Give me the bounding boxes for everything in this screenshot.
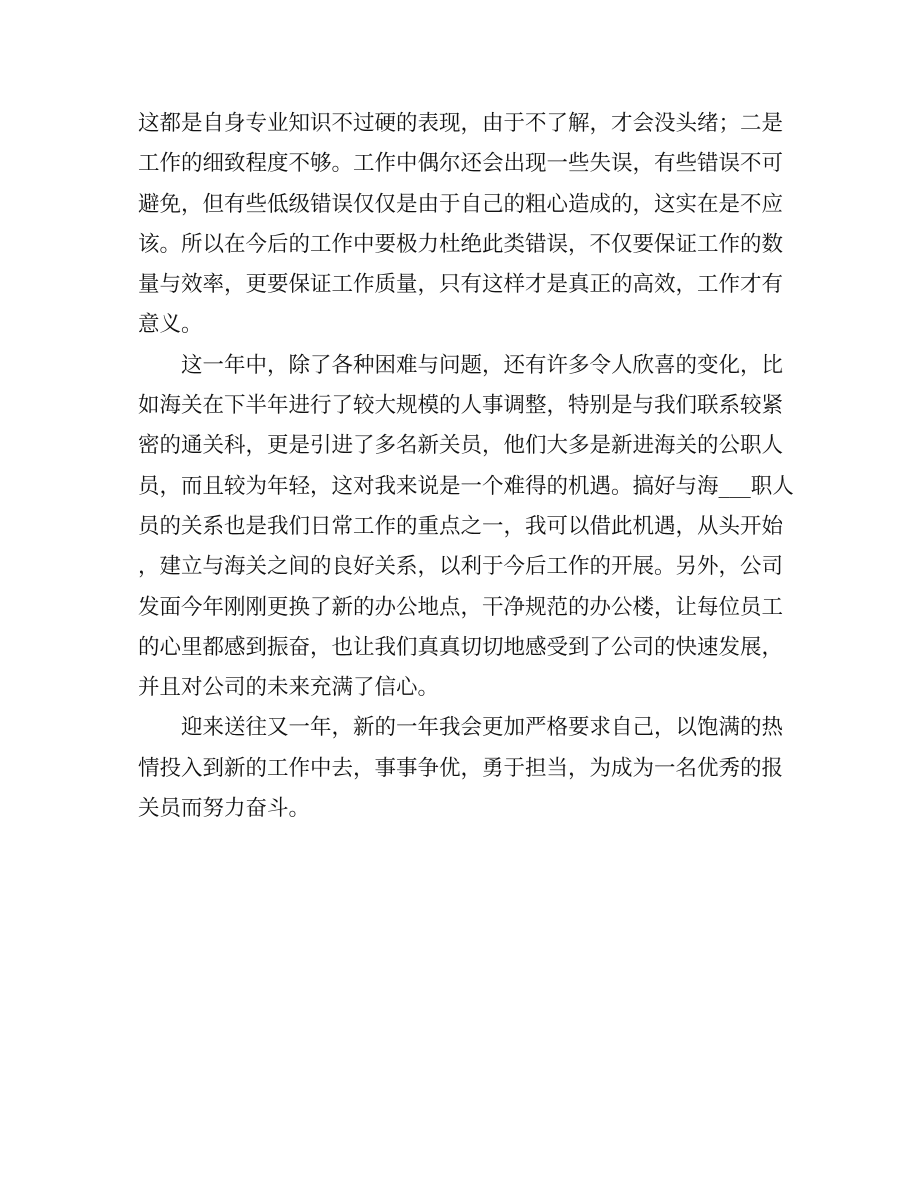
text-line: 情投入到新的工作中去，事事争优，勇于担当，为成为一名优秀的报 (138, 755, 784, 781)
text-line: 密的通关科，更是引进了多名新关员，他们大多是新进海关的公职人 (138, 433, 784, 459)
text-line: 关员而努力奋斗。 (138, 796, 311, 822)
text-line: 并且对公司的未来充满了信心。 (138, 675, 440, 701)
paragraph-3 (138, 708, 784, 829)
text-line: 避免，但有些低级错误仅仅是由于自己的粗心造成的，这实在是不应 (138, 191, 784, 217)
text-line: 发面今年刚刚更换了新的办公地点，干净规范的办公楼，让每位员工 (138, 594, 784, 620)
text-line: 工作的细致程度不够。工作中偶尔还会出现一些失误，有些错误不可 (138, 151, 784, 177)
text-line: 量与效率，更要保证工作质量，只有这样才是真正的高效，工作才有 (138, 272, 784, 298)
text-line: 意义。 (138, 312, 203, 338)
paragraph-1 (138, 104, 784, 346)
text-line: 如海关在下半年进行了较大规模的人事调整，特别是与我们联系较紧 (138, 393, 784, 419)
text-line: 员，而且较为年轻，这对我来说是一个难得的机遇。搞好与海___职人 (138, 473, 794, 499)
text-line: 这都是自身专业知识不过硬的表现，由于不了解，才会没头绪；二是 (138, 111, 784, 136)
text-line: 这一年中，除了各种困难与问题，还有许多令人欣喜的变化，比 (181, 352, 784, 378)
text-line: 的心里都感到振奋，也让我们真真切切地感受到了公司的快速发展， (138, 634, 784, 660)
text-line: 员的关系也是我们日常工作的重点之一，我可以借此机遇，从头开始 (138, 513, 784, 539)
text-line: 该。所以在今后的工作中要极力杜绝此类错误，不仅要保证工作的数 (138, 231, 784, 257)
paragraph-2 (138, 346, 794, 709)
text-line: 迎来送往又一年，新的一年我会更加严格要求自己，以饱满的热 (181, 715, 784, 741)
document-body (138, 104, 794, 829)
text-line: ，建立与海关之间的良好关系，以利于今后工作的开展。另外，公司 (138, 554, 784, 580)
